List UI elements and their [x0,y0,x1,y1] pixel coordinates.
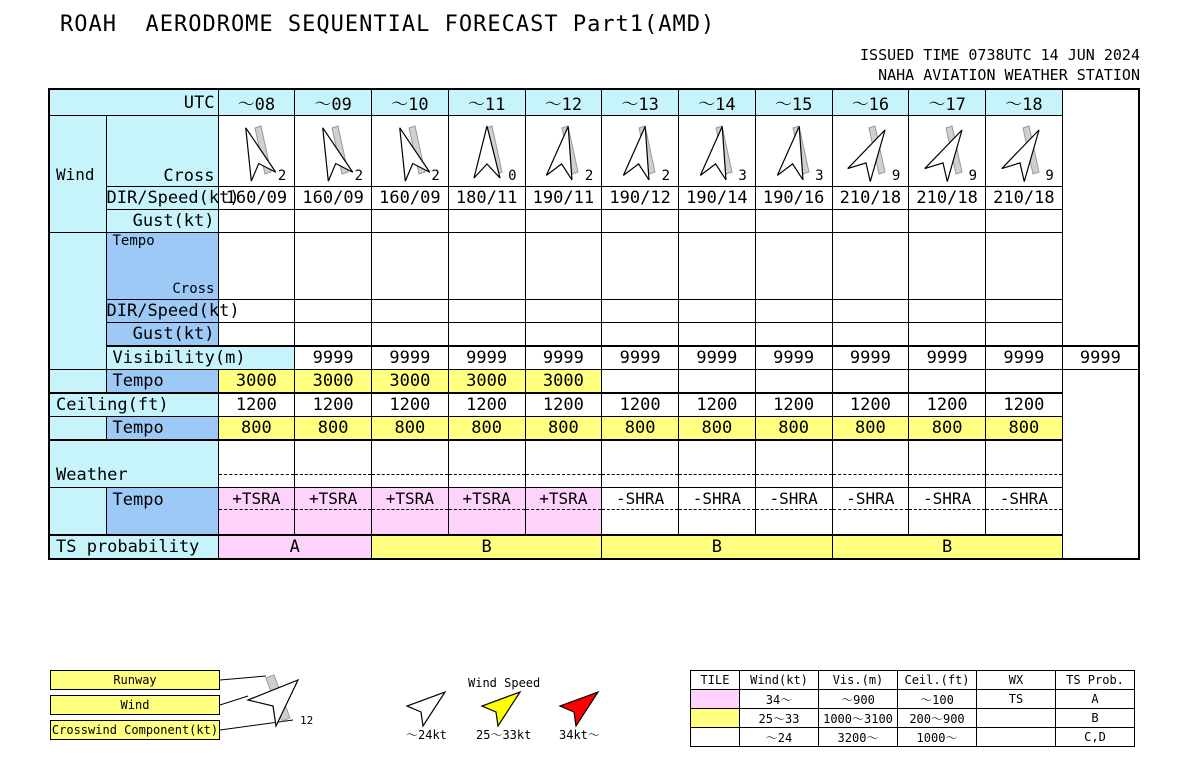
tempo-dirspeed-cell [295,300,372,323]
utc-cell: ～15 [755,89,832,116]
wx-tempo-label: Tempo [106,488,218,536]
wx-tempo-value: -SHRA [986,488,1062,510]
utc-cell: ～12 [525,89,602,116]
vis-tempo-cell [602,370,679,394]
wind-speed-title: Wind Speed [468,676,541,690]
cross-label: Cross [106,116,218,187]
tempo-dirspeed-cell [372,300,449,323]
key-cell: 1000～ [898,728,977,747]
visibility-cell: 9999 [602,346,679,370]
ceiling-cell: 1200 [832,393,909,417]
wind-tempo-arrow-cell [372,233,449,300]
wind-arrow-icon [538,120,588,186]
dirspeed-cell: 190/12 [602,187,679,210]
wind-arrow-icon [462,120,512,186]
visibility-cell: 9999 [525,346,602,370]
vis-tempo-cell: 3000 [525,370,602,394]
key-cell: 1000～3100 [819,709,898,728]
wind-label: Wind [56,164,95,184]
tempo-dirspeed-cell [909,300,986,323]
tempo-gust-cell [295,323,372,347]
gust-cell [679,210,756,233]
issue-info [860,45,1140,85]
weather-cell [372,440,449,488]
tempo-gust-cell [909,323,986,347]
utc-cell: ～08 [218,89,295,116]
tempo-dirspeed-cell [755,300,832,323]
wind-arrow-cell [986,116,1063,187]
key-header: TS Prob. [1056,671,1135,690]
visibility-cell: 9999 [986,346,1063,370]
wx-tempo-value: -SHRA [909,488,985,510]
key-cell: B [1056,709,1135,728]
dirspeed-cell: 180/11 [448,187,525,210]
ts-prob-cell: B [602,535,832,559]
ceiling-cell: 1200 [295,393,372,417]
dirspeed-cell: 190/16 [755,187,832,210]
weather-cell [448,440,525,488]
visibility-cell: 9999 [679,346,756,370]
cross-value: 0 [508,168,517,184]
weather-cell [832,440,909,488]
ceil-tempo-cell: 800 [218,417,295,441]
weather-divider [295,453,371,475]
visibility-cell: 9999 [372,346,449,370]
wind-arrow-icon [308,120,358,186]
utc-label: UTC [49,89,218,116]
wx-tempo-value: -SHRA [833,488,909,510]
visibility-cell: 9999 [295,346,372,370]
key-cell: ～24 [740,728,819,747]
tempo-dirspeed-cell [448,300,525,323]
wind-tempo-label: Tempo [112,233,155,249]
visibility-label: Visibility(m) [106,346,295,370]
wx-tempo-cell [755,488,832,536]
weather-divider [909,453,985,475]
forecast-table [48,88,1140,560]
dirspeed-cell: 210/18 [909,187,986,210]
key-cell: 3200～ [819,728,898,747]
wx-tempo-cell [448,488,525,536]
weather-divider [372,453,448,475]
dirspeed-cell: 210/18 [986,187,1063,210]
tempo-gust-cell [755,323,832,347]
tempo-gust-cell [679,323,756,347]
legend-cross-value: 12 [300,714,314,727]
key-cell: ～900 [819,690,898,709]
wind-tempo-arrow-cell [448,233,525,300]
key-header: Wind(kt) [740,671,819,690]
wind-arrow-cell [218,116,295,187]
key-cell: 25～33 [740,709,819,728]
vis-tempo-cell [755,370,832,394]
dirspeed-label: DIR/Speed(kt) [106,188,240,208]
speed-high-label: 34kt～ [559,728,600,742]
weather-cell [602,440,679,488]
cross-value: 9 [891,168,901,184]
utc-cell: ～11 [448,89,525,116]
ceiling-cell: 1200 [986,393,1063,417]
tempo-gust-label: Gust(kt) [106,323,218,347]
utc-cell: ～10 [372,89,449,116]
ceiling-label: Ceiling(ft) [49,393,218,417]
visibility-cell: 9999 [832,346,909,370]
tempo-dirspeed-label: DIR/Speed(kt) [106,301,240,321]
utc-cell: ～18 [986,89,1063,116]
ceiling-cell: 1200 [448,393,525,417]
key-cell: 200～900 [898,709,977,728]
arrow-high-icon [558,690,602,730]
wind-arrow-cell [832,116,909,187]
dirspeed-cell: 160/09 [218,187,295,210]
wx-tempo-cell [295,488,372,536]
cross-value: 9 [1045,168,1054,184]
tempo-gust-cell [986,323,1063,347]
utc-cell: ～13 [602,89,679,116]
weather-label: Weather [49,440,218,488]
cross-value: 2 [354,168,363,184]
key-header: TILE [691,671,740,690]
vis-tempo-cell [832,370,909,394]
wx-tempo-value: +TSRA [372,488,448,510]
key-header: Vis.(m) [819,671,898,690]
tempo-gust-cell [448,323,525,347]
weather-cell [295,440,372,488]
legend-runway: Runway [50,670,220,690]
wx-tempo-value: +TSRA [219,488,295,510]
weather-cell [755,440,832,488]
dirspeed-cell: 190/14 [679,187,756,210]
weather-divider [449,453,525,475]
utc-cell: ～17 [909,89,986,116]
legend-arrow-diagram [218,668,328,738]
legend-crosswind: Crosswind Component(kt) [50,720,220,740]
cross-value: 2 [661,168,670,184]
wind-arrow-icon [385,120,435,186]
gust-cell [372,210,449,233]
visibility-cell: 9999 [909,346,986,370]
dirspeed-cell: 160/09 [295,187,372,210]
gust-cell [218,210,295,233]
speed-mid-label: 25～33kt [476,728,532,742]
tempo-gust-cell [525,323,602,347]
ts-prob-cell: B [832,535,1062,559]
ceil-tempo-cell: 800 [448,417,525,441]
utc-cell: ～09 [295,89,372,116]
ts-prob-cell: A [218,535,372,559]
wind-group-label [49,116,106,233]
ceil-tempo-cell: 800 [602,417,679,441]
wind-arrow-cell [295,116,372,187]
wind-arrow-icon [231,120,281,186]
tempo-dirspeed-cell [679,300,756,323]
gust-cell [525,210,602,233]
gust-cell [448,210,525,233]
tempo-gust-cell [602,323,679,347]
key-swatch-pink [691,690,740,709]
ts-prob-cell: B [372,535,602,559]
wind-arrow-cell [602,116,679,187]
page-title: ROAH AERODROME SEQUENTIAL FORECAST Part1(AMD) [60,12,716,37]
vis-tempo-spacer [49,370,106,394]
wx-tempo-cell [218,488,295,536]
wx-tempo-cell [832,488,909,536]
cross-value: 3 [738,168,747,184]
gust-cell [832,210,909,233]
weather-divider [986,453,1062,475]
weather-cell [218,440,295,488]
key-cell [977,709,1056,728]
wind-arrow-cell [448,116,525,187]
dirspeed-cell: 160/09 [372,187,449,210]
cross-value: 2 [584,168,594,184]
gust-cell [602,210,679,233]
vis-tempo-cell: 3000 [295,370,372,394]
ceil-tempo-cell: 800 [832,417,909,441]
wind-arrow-icon [845,120,895,186]
dirspeed-cell: 210/18 [832,187,909,210]
wx-tempo-value: +TSRA [526,488,602,510]
wind-tempo-arrow-cell [295,233,372,300]
weather-divider [526,453,602,475]
ceil-tempo-cell: 800 [525,417,602,441]
wind-arrow-cell [372,116,449,187]
visibility-cell: 9999 [755,346,832,370]
weather-divider [679,453,755,475]
tempo-gust-cell [832,323,909,347]
vis-tempo-cell [986,370,1063,394]
wind-arrow-cell [679,116,756,187]
dirspeed-cell: 190/11 [525,187,602,210]
cross-value: 2 [431,168,440,184]
wx-tempo-value: -SHRA [756,488,832,510]
ceiling-cell: 1200 [909,393,986,417]
wind-tempo-arrow-cell [755,233,832,300]
visibility-cell: 9999 [1062,346,1139,370]
wind-tempo-arrow-cell [218,233,295,300]
tempo-dirspeed-cell [602,300,679,323]
tempo-dirspeed-cell [525,300,602,323]
wx-tempo-cell [679,488,756,536]
vis-tempo-label: Tempo [106,370,218,394]
wx-tempo-cell [602,488,679,536]
utc-cell: ～14 [679,89,756,116]
key-header: Ceil.(ft) [898,671,977,690]
utc-cell: ～16 [832,89,909,116]
weather-divider [602,453,678,475]
ceil-tempo-cell: 800 [679,417,756,441]
weather-cell [986,440,1063,488]
gust-label: Gust(kt) [106,210,218,233]
wind-arrow-icon [769,120,819,186]
tempo-dirspeed-cell [832,300,909,323]
ceil-tempo-spacer [49,417,106,441]
ceiling-cell: 1200 [372,393,449,417]
weather-divider [756,453,832,475]
visibility-cell: 9999 [448,346,525,370]
wx-tempo-value: +TSRA [295,488,371,510]
wind-tempo-arrow-cell [832,233,909,300]
arrow-mid-icon [480,690,524,730]
wind-arrow-cell [909,116,986,187]
gust-cell [909,210,986,233]
ceil-tempo-label: Tempo [106,417,218,441]
key-cell: A [1056,690,1135,709]
ceiling-cell: 1200 [218,393,295,417]
ceil-tempo-cell: 800 [909,417,986,441]
wx-tempo-value: +TSRA [449,488,525,510]
ceil-tempo-cell: 800 [372,417,449,441]
wx-tempo-cell [986,488,1063,536]
tempo-dirspeed-cell [986,300,1063,323]
key-swatch-white [691,728,740,747]
issued-time: ISSUED TIME 0738UTC 14 JUN 2024 [860,46,1140,64]
wind-arrow-icon [615,120,665,186]
ceil-tempo-cell: 800 [986,417,1063,441]
ceil-tempo-cell: 800 [295,417,372,441]
wind-tempo-arrow-cell [986,233,1063,300]
weather-divider [833,453,909,475]
weather-divider [219,453,295,475]
ceiling-cell: 1200 [679,393,756,417]
ceil-tempo-cell: 800 [755,417,832,441]
gust-cell [295,210,372,233]
vis-tempo-cell: 3000 [448,370,525,394]
vis-tempo-cell [909,370,986,394]
wx-tempo-cell [525,488,602,536]
wind-tempo-cross-label: Cross [172,281,215,297]
wind-tempo-arrow-cell [909,233,986,300]
ceiling-cell: 1200 [602,393,679,417]
wind-tempo-label-cell [106,233,218,300]
key-cell: ～100 [898,690,977,709]
wind-arrow-icon [999,120,1049,186]
key-cell: 34～ [740,690,819,709]
wind-arrow-cell [755,116,832,187]
wind-tempo-arrow-cell [679,233,756,300]
wind-arrow-cell [525,116,602,187]
weather-cell [679,440,756,488]
vis-tempo-cell: 3000 [218,370,295,394]
weather-cell [909,440,986,488]
wind-tempo-arrow-cell [602,233,679,300]
ceiling-cell: 1200 [755,393,832,417]
vis-tempo-cell: 3000 [372,370,449,394]
wx-tempo-value: -SHRA [679,488,755,510]
legend-wind: Wind [50,695,220,715]
wind-tempo-spacer [49,233,106,370]
wx-tempo-cell [372,488,449,536]
weather-cell [525,440,602,488]
cross-value: 9 [968,168,977,184]
wx-tempo-value: -SHRA [602,488,678,510]
gust-cell [986,210,1063,233]
wind-arrow-icon [922,120,972,186]
wx-tempo-spacer [49,488,106,536]
key-swatch-yellow [691,709,740,728]
key-cell [977,728,1056,747]
key-cell: C,D [1056,728,1135,747]
wind-tempo-arrow-cell [525,233,602,300]
wx-tempo-cell [909,488,986,536]
cross-value: 3 [815,168,824,184]
key-header: WX [977,671,1056,690]
cross-value: 2 [277,168,287,184]
ts-prob-label: TS probability [49,535,218,559]
speed-low-label: ～24kt [406,728,447,742]
tempo-gust-cell [218,323,295,347]
station-name: NAHA AVIATION WEATHER STATION [878,66,1140,84]
arrow-low-icon [405,690,449,730]
ceiling-cell: 1200 [525,393,602,417]
gust-cell [755,210,832,233]
tempo-gust-cell [372,323,449,347]
vis-tempo-cell [679,370,756,394]
wind-arrow-icon [692,120,742,186]
key-table [690,670,1135,747]
key-cell: TS [977,690,1056,709]
